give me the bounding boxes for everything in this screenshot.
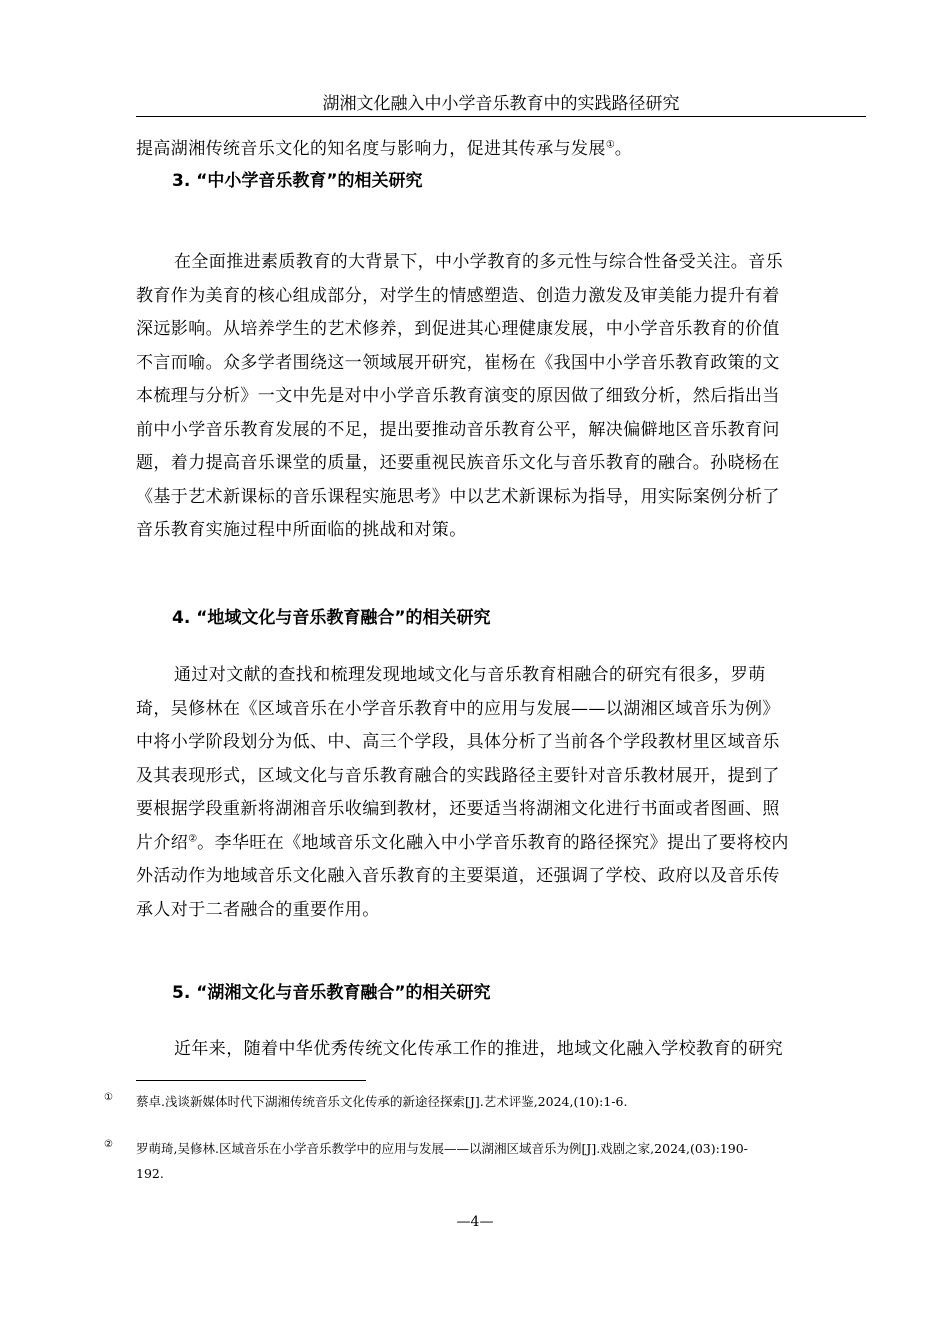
paragraph-section-3 [136,246,858,548]
text-line-start: 片介绍 [136,832,189,853]
text-line [136,827,858,861]
text-line: 本梳理与分析》一文中先是对中小学音乐教育演变的原因做了细致分析，然后指出当 [136,386,780,406]
text-line: 通过对文献的查找和梳理发现地域文化与音乐教育相融合的研究有很多，罗萌 [174,665,766,685]
footnote-1 [104,1089,864,1114]
text-line: 外活动作为地域音乐文化融入音乐教育的主要渠道，还强调了学校、政府以及音乐传 [136,866,780,886]
text-line: 近年来，随着中华优秀传统文化传承工作的推进，地域文化融入学校教育的研究 [174,1039,783,1059]
footnote-ref-1: ① [605,139,615,151]
footnote-line [104,1089,864,1114]
text-line [136,133,858,167]
text-line: 深远影响。从培养学生的艺术修养，到促进其心理健康发展，中小学音乐教育的价值 [136,319,780,339]
footnote-line: 192. [136,1166,164,1181]
section-heading-5: 5. “湖湘文化与音乐教育融合”的相关研究 [172,983,491,1003]
text-line: 《基于艺术新课标的音乐课程实施思考》中以艺术新课标为指导，用实际案例分析了 [136,486,780,507]
footnote-text: 蔡卓.浅谈新媒体时代下湖湘传统音乐文化传承的新途径探索[J].艺术评鉴,2024,(10):1-6. [136,1094,628,1109]
text-line: 承人对于二者融合的重要作用。 [136,899,380,920]
text-line: 前中小学音乐教育发展的不足，提出要推动音乐教育公平，解决偏僻地区音乐教育问 [136,419,780,440]
section-heading-3: 3. “中小学音乐教育”的相关研究 [172,171,423,191]
text-line: 在全面推进素质教育的大背景下，中小学教育的多元性与综合性备受关注。音乐 [174,252,783,272]
text-line-start: 提高湖湘传统音乐文化的知名度与影响力，促进其传承与发展 [136,139,606,159]
footnote-ref-2: ② [188,832,198,844]
text-line: 不言而喻。众多学者围绕这一领域展开研究，崔杨在《我国中小学音乐教育政策的文 [136,352,780,373]
text-line: 音乐教育实施过程中所面临的挑战和对策。 [136,520,467,540]
section-heading-4: 4. “地域文化与音乐教育融合”的相关研究 [172,608,491,628]
text-line: 要根据学段重新将湖湘音乐收编到教材，还要适当将湖湘文化进行书面或者图画、照 [136,799,780,819]
text-line: 题，着力提高音乐课堂的质量，还要重视民族音乐文化与音乐教育的融合。孙晓杨在 [136,453,780,473]
footnote-text: 罗萌琦,吴修林.区域音乐在小学音乐教学中的应用与发展——以湖湘区域音乐为例[J].戏剧之家,2024,(03):190- [136,1141,748,1156]
text-line-end: 。 [614,139,633,159]
text-line-end: 。李华旺在《地域音乐文化融入中小学音乐教育的路径探究》提出了要将校内 [197,832,789,853]
page-number: —4— [456,1214,494,1230]
running-header: 湖湘文化融入中小学音乐教育中的实践路径研究 [322,94,680,114]
paragraph-section-4 [136,659,858,927]
footnote-mark: ② [104,1139,113,1150]
footnote-2 [104,1136,864,1186]
text-line: 琦，吴修林在《区域音乐在小学音乐教育中的应用与发展——以湖湘区域音乐为例》 [136,698,780,719]
footnote-mark: ① [104,1092,113,1103]
text-line: 及其表现形式，区域文化与音乐教育融合的实践路径主要针对音乐教材展开，提到了 [136,765,780,786]
text-line: 教育作为美育的核心组成部分，对学生的情感塑造、创造力激发及审美能力提升有着 [136,285,780,306]
paragraph-continuation [136,133,858,167]
header-rule [136,116,866,117]
text-line: 中将小学阶段划分为低、中、高三个学段，具体分析了当前各个学段教材里区域音乐 [136,732,780,752]
paragraph-section-5 [136,1033,858,1067]
footnote-line [104,1136,864,1161]
footnote-rule [136,1080,366,1081]
